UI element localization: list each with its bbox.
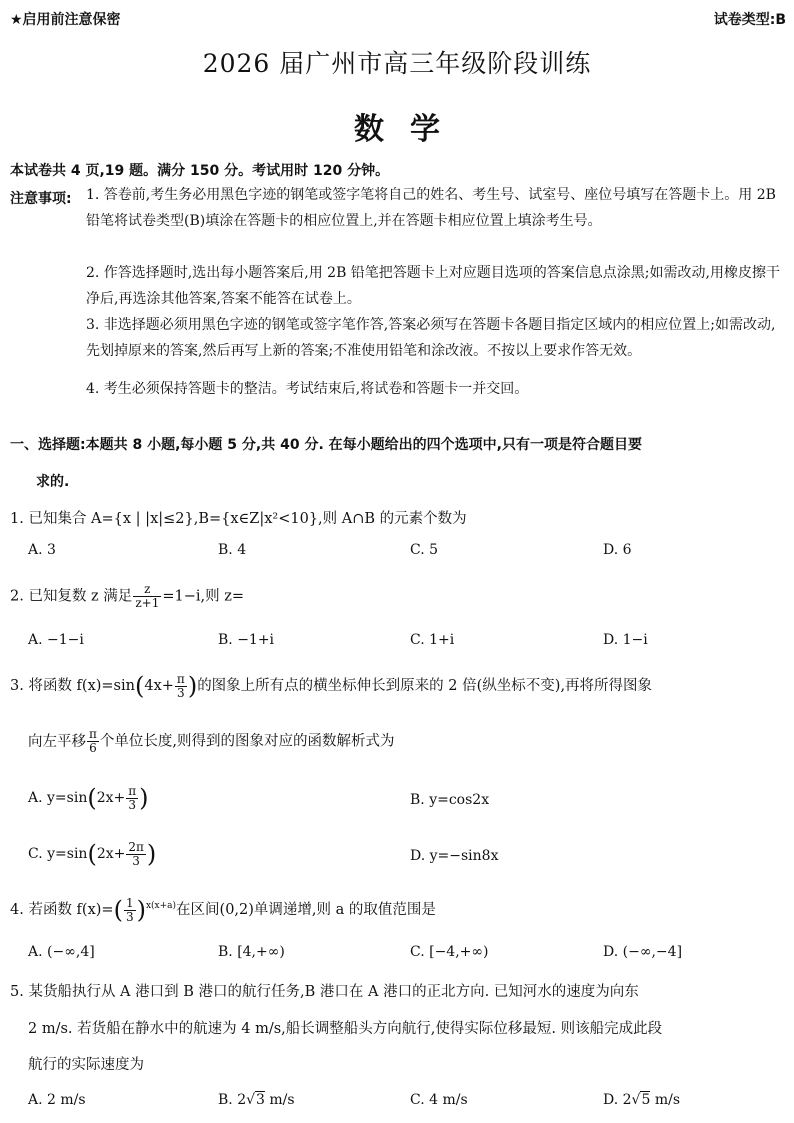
exam-intro: 本试卷共 4 页,19 题。满分 150 分。考试用时 120 分钟。 [10,163,390,179]
q5-option-b-pre: B. 2 [218,1092,247,1108]
q3-frac-num: π [176,671,185,686]
q2-stem-post: =1−i,则 z= [162,588,244,605]
q2-stem-pre: 2. 已知复数 z 满足 [10,588,133,605]
q2-option-a: A. −1−i [28,632,84,648]
q4-option-b: B. [4,+∞) [218,944,285,960]
q5-b-sqrt-sign: √ [246,1092,256,1108]
note-item-1: 1. 答卷前,考生务必用黑色字迹的钢笔或签字笔将自己的姓名、考生号、试室号、座位号填写在答题卡上。用 2B 铅笔将试卷类型(B)填涂在答题卡的相应位置上,并在答题卡相应位置上填涂考生号。 [86,187,776,229]
q3-stem-pre: 3. 将函数 f(x)=sin [10,678,135,694]
q5-option-a: A. 2 m/s [28,1092,86,1108]
q2-option-c: C. 1+i [410,632,455,648]
q4-stem-pre: 4. 若函数 f(x)= [10,902,114,918]
q4-option-d: D. (−∞,−4] [603,944,683,960]
q4-frac-den: 3 [125,909,134,924]
q3-frac-den: 3 [177,685,185,700]
section-heading-line2: 求的. [36,474,70,490]
q3-option-a-pre: A. y=sin [28,790,88,806]
q5-b-radicand: 3 [256,1092,265,1108]
q3-a-den: 3 [128,797,137,812]
q3-option-d: D. y=−sin8x [410,848,499,864]
q4-stem-post: 在区间(0,2)单调递增,则 a 的取值范围是 [176,902,436,918]
q3-a-paren-close: ) [139,784,149,812]
q3-option-c-inner: 2x+ [96,846,126,862]
q4-option-c: C. [−4,+∞) [410,944,489,960]
q3-c-paren-close: ) [146,840,157,868]
q2-option-b: B. −1+i [218,632,275,648]
section-heading-line1: 一、选择题:本题共 8 小题,每小题 5 分,共 40 分. 在每小题给出的四个选项中,只有一项是符合题目要 [10,437,642,453]
q5-d-radicand: 5 [641,1092,651,1108]
q3-option-c-fraction [126,841,146,868]
question-3-stem [10,672,652,700]
question-5-line1: 5. 某货船执行从 A 港口到 B 港口的航行任务,B 港口在 A 港口的正北方向. 已知河水的速度为向东 [10,984,639,1000]
q3-c-num: 2π [128,839,144,854]
q5-option-c: C. 4 m/s [410,1092,468,1108]
q4-paren-open: ( [113,896,123,924]
q3-line2-frac-den: 6 [89,741,97,755]
q1-option-d: D. 6 [603,542,632,558]
q3-option-c-pre: C. y=sin [28,846,88,862]
note-item-2: 2. 作答选择题时,选出每小题答案后,用 2B 铅笔把答题卡上对应题目选项的答案信息点涂黑;如需改动,用橡皮擦干净后,再选涂其他答案,答案不能答在试卷上。 [86,265,780,307]
q3-a-paren-open: ( [87,784,97,812]
question-1-stem: 1. 已知集合 A={x | |x|≤2},B={x∈Z|x²<10},则 A∩B 的元素个数为 [10,511,467,527]
q5-option-b [218,1092,295,1108]
paper-type-label: 试卷类型:B [713,12,786,28]
q3-line2-pre: 向左平移 [28,733,86,750]
q4-frac-num: 1 [125,895,134,910]
q3-option-a [28,784,149,812]
question-5-line3: 航行的实际速度为 [28,1057,144,1073]
q4-exponent: x(x+a) [145,901,177,912]
question-4-stem [10,896,436,924]
q3-c-den: 3 [132,853,140,868]
question-2-stem [10,583,244,610]
q3-option-a-fraction [126,785,138,812]
note-item-4: 4. 考生必须保持答题卡的整洁。考试结束后,将试卷和答题卡一并交回。 [86,381,529,397]
q5-option-d [603,1092,680,1108]
q4-paren-close: ) [136,896,146,924]
q4-option-a: A. (−∞,4] [28,944,95,960]
q2-frac-den: z+1 [135,596,160,610]
q3-line2-fraction [87,728,99,755]
q3-fraction [175,673,187,700]
q3-line2-frac-num: π [89,727,97,741]
q3-paren-open: ( [134,672,145,700]
q4-fraction [124,897,136,924]
q5-option-d-pre: D. 2 [603,1092,632,1108]
question-3-stem-line2 [10,728,395,755]
notes-label: 注意事项: [10,191,72,207]
exam-title: 2026 届广州市高三年级阶段训练 [202,49,592,78]
q3-line2-post: 个单位长度,则得到的图象对应的函数解析式为 [99,733,395,750]
q3-a-num: π [128,783,137,798]
q3-option-a-inner: 2x+ [96,790,126,806]
q2-option-d: D. 1−i [603,632,648,648]
q1-option-c: C. 5 [410,542,439,558]
confidential-label: ★启用前注意保密 [10,12,121,28]
q5-d-sqrt-sign: √ [631,1092,641,1108]
question-5-line2: 2 m/s. 若货船在静水中的航速为 4 m/s,船长调整船头方向航行,使得实际位移最短. 则该船完成此段 [28,1021,663,1037]
q1-option-a: A. 3 [28,542,56,558]
subject-title: 数学 [354,112,466,147]
q2-frac-num: z [133,583,161,597]
q1-option-b: B. 4 [218,542,247,558]
q3-c-paren-open: ( [87,840,97,868]
q3-stem-post: 的图象上所有点的横坐标伸长到原来的 2 倍(纵坐标不变),再将所得图象 [197,678,653,694]
q5-option-b-post: m/s [264,1092,295,1108]
q3-paren-close: ) [187,672,198,700]
q5-option-d-post: m/s [650,1092,681,1108]
note-item-3: 3. 非选择题必须用黑色字迹的钢笔或签字笔作答,答案必须写在答题卡各题目指定区域内的相应位置上;如需改动,先划掉原来的答案,然后再写上新的答案;不准使用铅笔和涂改液。不按以上要求作答无效。 [86,317,776,359]
q3-option-c [28,840,156,868]
q2-fraction [133,583,161,610]
q3-inner: 4x+ [144,678,174,694]
q3-option-b: B. y=cos2x [410,792,490,808]
